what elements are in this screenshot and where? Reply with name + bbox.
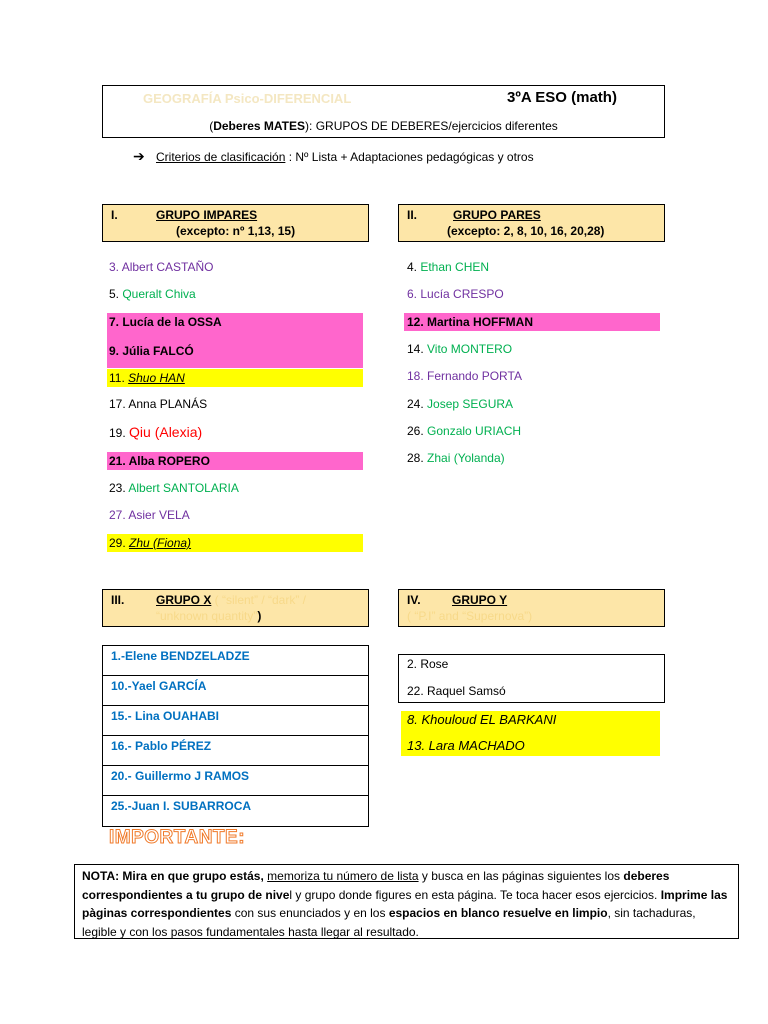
group-subtitle: (excepto: nº 1,13, 15) bbox=[176, 224, 296, 238]
list-item: 27. Asier VELA bbox=[109, 508, 190, 522]
important-heading: IMPORTANTE: bbox=[109, 827, 246, 848]
group-pares-header bbox=[398, 204, 665, 242]
list-item-highlighted: 12. Martina HOFFMAN bbox=[404, 313, 660, 331]
list-item: 6. Lucía CRESPO bbox=[407, 287, 504, 301]
group-subtitle-faded: “unknown quantity” bbox=[156, 609, 258, 623]
group-title: GRUPO Y bbox=[452, 593, 508, 607]
group-subtitle-faded: ( “P.I” and “Supernova”) bbox=[407, 609, 533, 623]
watermark-title: GEOGRAFÍA Psico-DIFERENCIAL bbox=[143, 91, 352, 106]
criteria-line bbox=[156, 150, 534, 164]
list-item: 2. Rose bbox=[407, 657, 449, 671]
list-item-highlighted: 9. Júlia FALCÓ bbox=[107, 341, 363, 368]
group-impares-header bbox=[102, 204, 369, 242]
list-item: 24. Josep SEGURA bbox=[407, 397, 514, 411]
list-item-highlighted: 13. Lara MACHADO bbox=[401, 738, 660, 756]
highlight-fill bbox=[107, 331, 363, 341]
group-number: II. bbox=[407, 208, 418, 222]
group-number: I. bbox=[111, 208, 118, 222]
class-label: 3ºA ESO (math) bbox=[507, 89, 617, 106]
list-item-highlighted: 11. Shuo HAN bbox=[107, 369, 363, 387]
list-item-highlighted: 7. Lucía de la OSSA bbox=[107, 313, 363, 331]
list-item: 26. Gonzalo URIACH bbox=[407, 424, 522, 438]
group-title: GRUPO X bbox=[156, 593, 212, 607]
list-item: 3. Albert CASTAÑO bbox=[109, 260, 214, 274]
list-item: 4. Ethan CHEN bbox=[407, 260, 490, 274]
table-row: 25.-Juan I. SUBARROCA bbox=[111, 799, 252, 813]
list-item-highlighted: 21. Alba ROPERO bbox=[107, 452, 363, 470]
list-item: 5. Queralt Chiva bbox=[109, 287, 196, 301]
list-item-highlighted: 29. Zhu (Fiona) bbox=[107, 534, 363, 552]
group-x-header: III. GRUPO X ( “silent” / “dark” / “unknown quantity”) bbox=[102, 589, 369, 627]
header-box bbox=[102, 85, 665, 138]
table-row: 16.- Pablo PÉREZ bbox=[103, 736, 368, 766]
group-title: GRUPO IMPARES bbox=[156, 208, 258, 222]
subtitle-rest: ): GRUPOS DE DEBERES/ejercicios diferentes bbox=[305, 119, 558, 133]
group-x-table bbox=[102, 645, 369, 827]
list-item: 19. Qiu (Alexia) bbox=[109, 424, 203, 440]
group-subtitle: (excepto: 2, 8, 10, 16, 20,28) bbox=[447, 224, 605, 238]
subtitle-bold: Deberes MATES bbox=[213, 119, 306, 133]
table-row: 20.- Guillermo J RAMOS bbox=[103, 766, 368, 796]
list-item: 18. Fernando PORTA bbox=[407, 369, 522, 383]
criteria-label: Criterios de clasificación bbox=[156, 150, 286, 164]
group-y-box bbox=[398, 654, 665, 703]
list-item: 23. Albert SANTOLARIA bbox=[109, 481, 239, 495]
group-number: IV. bbox=[407, 593, 421, 607]
arrow-icon: ➔ bbox=[133, 148, 145, 164]
list-item-highlighted: 8. Khouloud EL BARKANI bbox=[401, 711, 660, 738]
group-subtitle-faded: ( “silent” / “dark” / bbox=[211, 593, 307, 607]
criteria-rest: : Nº Lista + Adaptaciones pedagógicas y otros bbox=[285, 150, 534, 164]
table-row: 10.-Yael GARCÍA bbox=[103, 676, 368, 706]
table-row: 15.- Lina OUAHABI bbox=[103, 706, 368, 736]
list-item: 14. Vito MONTERO bbox=[407, 342, 513, 356]
group-y-header bbox=[398, 589, 665, 627]
group-number: III. bbox=[111, 593, 125, 607]
subtitle: (Deberes MATES): GRUPOS DE DEBERES/ejercicios diferentes bbox=[209, 119, 558, 133]
list-item: 28. Zhai (Yolanda) bbox=[407, 451, 505, 465]
list-item: 22. Raquel Samsó bbox=[407, 684, 506, 698]
list-item: 17. Anna PLANÁS bbox=[109, 397, 208, 411]
group-title: GRUPO PARES bbox=[453, 208, 541, 222]
nota-box: NOTA: Mira en que grupo estás, memoriza tu número de lista y busca en las páginas siguientes los deberes correspondientes a tu grupo de nivel y grupo donde figures en esta página. Te toca hacer esos ejercicios. Imprime las pàginas correspondientes con sus enunciados y en los espacios en blanco resuelve en limpio, sin tachaduras, legible y con los pasos fundamentales hasta llegar al resultado. bbox=[74, 864, 739, 939]
table-row: 1.-Elene BENDZELADZE bbox=[103, 646, 368, 676]
